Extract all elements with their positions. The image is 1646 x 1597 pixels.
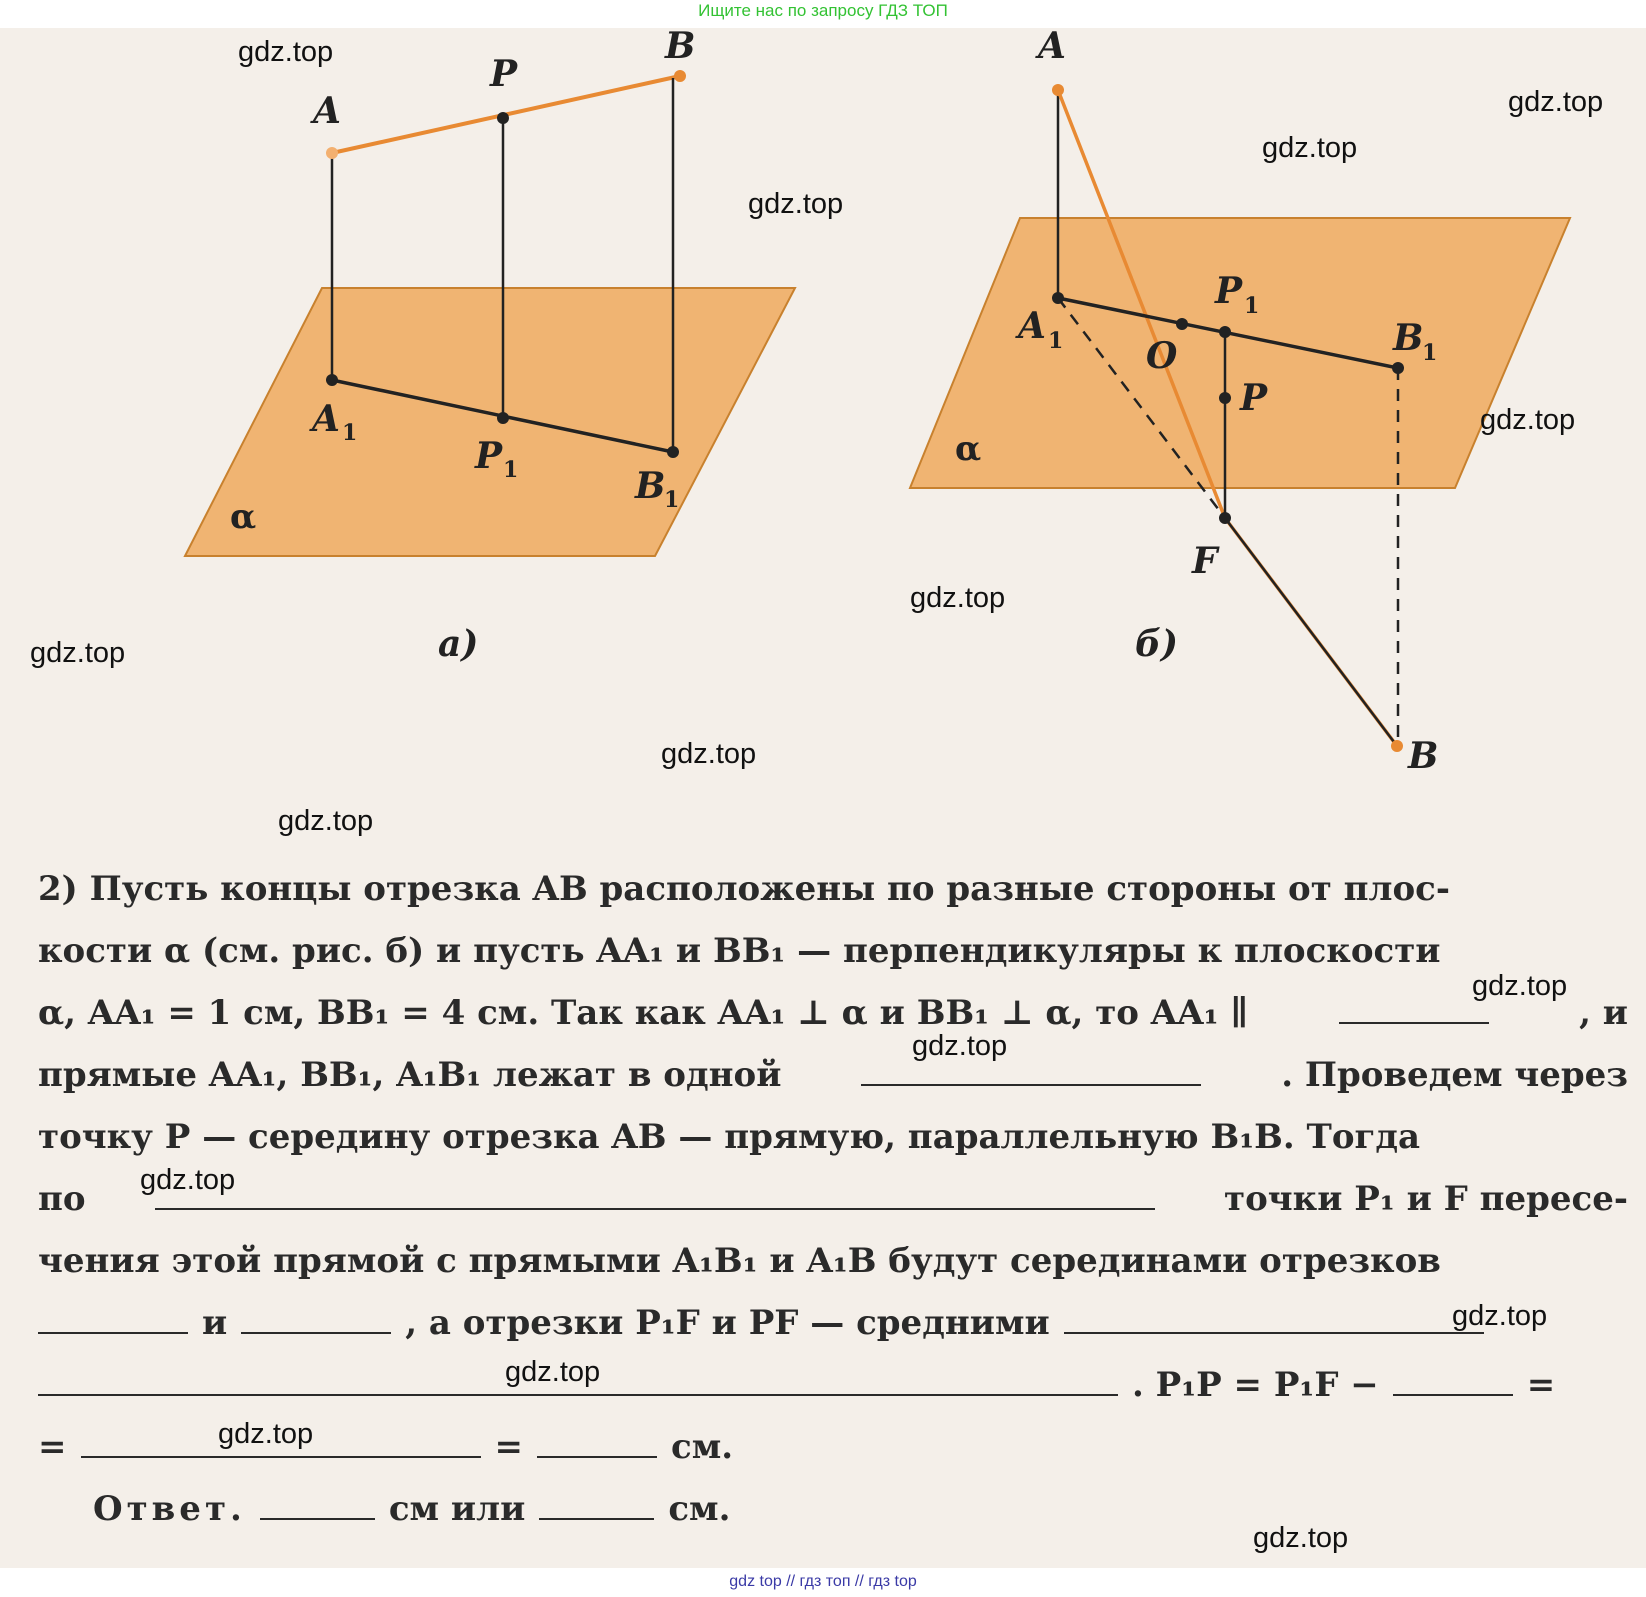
line-1-text: 2) Пусть концы отрезка AB расположены по разные стороны от плос-: [38, 869, 1450, 909]
label-alpha-a: α: [230, 497, 257, 537]
answer-blank-3[interactable]: [155, 1168, 1155, 1210]
text-line-4: [38, 1044, 1628, 1106]
label-A1-sub-a: 1: [342, 420, 358, 446]
answer-blank-12[interactable]: [539, 1478, 654, 1520]
line-8-text: , а отрезки P₁F и PF — средними: [405, 1303, 1050, 1343]
answer-line: [38, 1478, 1628, 1540]
label-P1-a: P: [475, 435, 503, 477]
point-B1-b: [1392, 362, 1404, 374]
label-A1-b: A: [1018, 305, 1046, 347]
watermark: gdz.top: [1508, 86, 1604, 118]
watermark: gdz.top: [505, 1356, 601, 1388]
answer-blank-4[interactable]: [38, 1292, 188, 1334]
point-B-a: [674, 70, 686, 82]
point-A1-b: [1052, 292, 1064, 304]
line-9-end: =: [1526, 1365, 1556, 1405]
label-P1-b: P: [1215, 270, 1243, 312]
label-A1-a: A: [312, 398, 340, 440]
label-B1-a: B: [635, 465, 666, 507]
label-P1-sub-b: 1: [1244, 293, 1260, 319]
watermark: gdz.top: [140, 1164, 236, 1196]
line-6-start: по: [38, 1179, 86, 1219]
text-line-6: [38, 1168, 1628, 1230]
watermark: gdz.top: [1480, 404, 1576, 436]
answer-blank-6[interactable]: [1064, 1292, 1484, 1334]
line-6-end: точки P₁ и F пересе-: [1224, 1179, 1628, 1219]
point-B1-a: [667, 446, 679, 458]
watermark: gdz.top: [910, 582, 1006, 614]
watermark: gdz.top: [30, 637, 126, 669]
watermark: gdz.top: [912, 1030, 1008, 1062]
watermark: gdz.top: [1262, 132, 1358, 164]
text-line-9: [38, 1354, 1628, 1416]
text-line-3: [38, 982, 1628, 1044]
answer-blank-1[interactable]: [1339, 982, 1489, 1024]
point-B-b: [1391, 740, 1403, 752]
watermark: gdz.top: [238, 36, 334, 68]
line-9-eq: . P₁P = P₁F −: [1132, 1365, 1379, 1405]
point-A-b: [1052, 84, 1064, 96]
label-B-a: B: [665, 28, 696, 67]
line-4-text: прямые AA₁, BB₁, A₁B₁ лежат в одной: [38, 1055, 782, 1095]
answer-blank-8[interactable]: [1393, 1354, 1513, 1396]
point-A1-a: [326, 374, 338, 386]
line-8-and: и: [202, 1303, 228, 1343]
caption-b: б): [1135, 623, 1179, 665]
answer-unit-2: см.: [668, 1489, 731, 1529]
label-B1-sub-b: 1: [1422, 340, 1438, 366]
label-F-b: F: [1192, 540, 1218, 582]
label-A-b: A: [1038, 28, 1066, 67]
label-A-a: A: [313, 90, 341, 132]
bottom-banner: gdz top // гдз топ // гдз top: [729, 1573, 917, 1590]
top-banner: Ищите нас по запросу ГДЗ ТОП: [698, 1, 948, 20]
segment-A1B-lower: [1225, 518, 1397, 746]
point-P1-a: [497, 412, 509, 424]
answer-blank-11[interactable]: [260, 1478, 375, 1520]
watermark: gdz.top: [278, 805, 374, 837]
watermark: gdz.top: [748, 188, 844, 220]
label-alpha-b: α: [955, 429, 982, 469]
text-line-1: [38, 858, 1628, 920]
label-P-a: P: [490, 53, 518, 95]
point-O-b: [1176, 318, 1188, 330]
label-B-b: B: [1408, 735, 1439, 777]
watermark: gdz.top: [1253, 1522, 1349, 1554]
point-P1-b: [1219, 326, 1231, 338]
line-3-text: α, AA₁ = 1 см, BB₁ = 4 см. Так как AA₁ ⊥ α и BB₁ ⊥ α, то AA₁ ∥: [38, 993, 1249, 1033]
label-A1-sub-b: 1: [1048, 328, 1064, 354]
line-2-text: кости α (см. рис. б) и пусть AA₁ и BB₁ — перпендикуляры к плоскости: [38, 931, 1441, 971]
line-4-end: . Проведем через: [1281, 1055, 1628, 1095]
watermark: gdz.top: [1452, 1300, 1548, 1332]
label-O-b: O: [1146, 335, 1178, 377]
label-P1-sub-a: 1: [503, 457, 519, 483]
plane-alpha-a: [185, 288, 795, 556]
line-3-end: , и: [1579, 993, 1628, 1033]
label-P-b: P: [1240, 377, 1268, 419]
text-line-8: [38, 1292, 1628, 1354]
label-B1-b: B: [1393, 317, 1424, 359]
text-line-7: [38, 1230, 1628, 1292]
point-A-a: [326, 147, 338, 159]
point-P-a: [497, 112, 509, 124]
figure-b: [910, 28, 1570, 777]
text-line-2: [38, 920, 1628, 982]
point-F-b: [1219, 512, 1231, 524]
text-line-5: [38, 1106, 1628, 1168]
figure-a: [185, 28, 795, 665]
line-10-unit: см.: [671, 1427, 734, 1467]
caption-a: а): [438, 623, 479, 665]
point-P-b: [1219, 392, 1231, 404]
answer-blank-5[interactable]: [241, 1292, 391, 1334]
label-B1-sub-a: 1: [664, 487, 680, 513]
line-5-text: точку P — середину отрезка AB — прямую, параллельную B₁B. Тогда: [38, 1117, 1421, 1157]
plane-alpha-b: [910, 218, 1570, 488]
watermark: gdz.top: [661, 738, 757, 770]
answer-label: Ответ.: [93, 1489, 246, 1529]
answer-blank-10[interactable]: [537, 1416, 657, 1458]
line-7-text: чения этой прямой с прямыми A₁B₁ и A₁B будут серединами отрезков: [38, 1241, 1441, 1281]
answer-unit-1: см или: [388, 1489, 526, 1529]
line-10-eq2: =: [494, 1427, 523, 1467]
watermark: gdz.top: [218, 1418, 314, 1450]
watermark: gdz.top: [1472, 970, 1568, 1002]
geometry-figures: [0, 28, 1646, 858]
line-10-eq1: =: [38, 1427, 67, 1467]
